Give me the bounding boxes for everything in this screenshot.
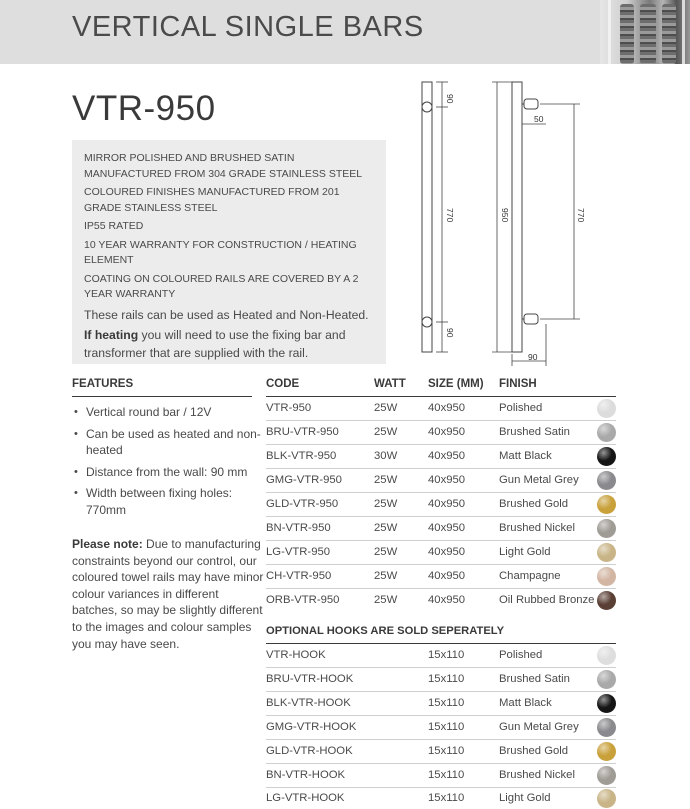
row-finish: Brushed Satin <box>499 426 570 438</box>
row-size: 15x110 <box>428 721 465 733</box>
table-row <box>266 421 616 445</box>
dimension-diagram <box>400 76 610 372</box>
bottom-bracket <box>524 314 538 324</box>
table-row <box>266 589 616 613</box>
finish-swatch <box>597 543 616 562</box>
features-list <box>72 404 262 523</box>
finish-swatch <box>597 495 616 514</box>
finish-swatch <box>597 718 616 737</box>
top-fixing-circle <box>422 102 432 112</box>
side-view-bar <box>512 82 522 352</box>
please-note-label: Please note: <box>72 537 143 551</box>
spec-ip-rating: IP55 RATED <box>84 220 144 232</box>
row-size: 40x950 <box>428 522 466 534</box>
spec-note-heating-em: If heating <box>84 328 139 342</box>
row-finish: Champagne <box>499 570 561 582</box>
table-row <box>266 493 616 517</box>
finish-swatch <box>597 447 616 466</box>
row-code: BLK-VTR-950 <box>266 450 337 462</box>
header-code: CODE <box>266 378 300 390</box>
finish-swatch <box>597 471 616 490</box>
row-code: BRU-VTR-950 <box>266 426 339 438</box>
row-code: GLD-VTR-HOOK <box>266 745 353 757</box>
dim-depth-label: 90 <box>528 352 538 362</box>
finish-swatch <box>597 789 616 808</box>
row-code: GLD-VTR-950 <box>266 498 339 510</box>
row-watt: 25W <box>374 546 398 558</box>
spec-coloured-material: COLOURED FINISHES MANUFACTURED FROM 201 GRADE STAINLESS STEEL <box>84 186 340 214</box>
row-size: 15x110 <box>428 697 465 709</box>
finish-swatch <box>597 519 616 538</box>
row-code: BN-VTR-950 <box>266 522 331 534</box>
towel-rail-photo <box>600 0 690 64</box>
row-size: 15x110 <box>428 673 465 685</box>
feature-item: • Width between fixing holes: 770mm <box>72 485 262 518</box>
row-code: VTR-950 <box>266 402 312 414</box>
table-row <box>266 692 616 716</box>
row-code: GMG-VTR-HOOK <box>266 721 357 733</box>
table-row <box>266 787 616 809</box>
row-finish: Polished <box>499 402 543 414</box>
row-size: 15x110 <box>428 649 465 661</box>
row-code: LG-VTR-HOOK <box>266 792 345 804</box>
row-size: 40x950 <box>428 570 466 582</box>
row-size: 40x950 <box>428 426 466 438</box>
spec-box <box>72 140 386 364</box>
row-size: 15x110 <box>428 745 465 757</box>
table-row <box>266 644 616 668</box>
dim-770-left-label: 770 <box>445 208 455 223</box>
row-size: 15x110 <box>428 769 465 781</box>
row-size: 15x110 <box>428 792 465 804</box>
row-finish: Matt Black <box>499 450 552 462</box>
dim-bottom-label: 90 <box>445 328 455 338</box>
finish-swatch <box>597 567 616 586</box>
finish-swatch <box>597 670 616 689</box>
row-finish: Brushed Nickel <box>499 769 575 781</box>
header-watt: WATT <box>374 378 406 390</box>
table-row <box>266 716 616 740</box>
finish-swatch <box>597 399 616 418</box>
row-size: 40x950 <box>428 594 466 606</box>
row-finish: Light Gold <box>499 792 551 804</box>
table-row <box>266 565 616 589</box>
row-watt: 25W <box>374 474 398 486</box>
header-size: SIZE (MM) <box>428 378 484 390</box>
features-heading: FEATURES <box>72 378 134 390</box>
row-size: 40x950 <box>428 450 466 462</box>
please-note <box>72 536 264 652</box>
row-size: 40x950 <box>428 546 466 558</box>
row-size: 40x950 <box>428 402 466 414</box>
table-row <box>266 740 616 764</box>
finish-swatch <box>597 742 616 761</box>
row-code: LG-VTR-950 <box>266 546 331 558</box>
feature-item: • Vertical round bar / 12V <box>72 404 262 421</box>
please-note-text: Due to manufacturing constraints beyond our control, our coloured towel rails may have minor colour variances in different batches, so may be slightly different to the images and colour samples you may have seen. <box>72 537 264 651</box>
row-finish: Polished <box>499 649 543 661</box>
table-row <box>266 764 616 788</box>
optional-hooks-heading: OPTIONAL HOOKS ARE SOLD SEPERATELY <box>266 625 505 637</box>
row-watt: 25W <box>374 402 398 414</box>
row-watt: 25W <box>374 522 398 534</box>
banner-title: VERTICAL SINGLE BARS <box>72 11 424 43</box>
spec-note-heating <box>84 327 374 362</box>
dim-50-label: 50 <box>534 114 544 124</box>
finish-swatch <box>597 646 616 665</box>
table-row <box>266 397 616 421</box>
row-watt: 25W <box>374 426 398 438</box>
table-row <box>266 469 616 493</box>
row-finish: Brushed Nickel <box>499 522 575 534</box>
row-finish: Matt Black <box>499 697 552 709</box>
header-finish: FINISH <box>499 378 537 390</box>
row-code: BRU-VTR-HOOK <box>266 673 354 685</box>
row-finish: Light Gold <box>499 546 551 558</box>
row-code: VTR-HOOK <box>266 649 326 661</box>
table-row <box>266 541 616 565</box>
row-code: ORB-VTR-950 <box>266 594 340 606</box>
row-code: BLK-VTR-HOOK <box>266 697 351 709</box>
finish-swatch <box>597 591 616 610</box>
dim-top-label: 90 <box>445 94 455 104</box>
finish-swatch <box>597 423 616 442</box>
front-view-bar <box>422 82 432 352</box>
row-finish: Brushed Gold <box>499 498 569 510</box>
bottom-fixing-circle <box>422 317 432 327</box>
row-code: CH-VTR-950 <box>266 570 332 582</box>
dim-770-right-label: 770 <box>576 208 586 223</box>
table-row <box>266 445 616 469</box>
row-size: 40x950 <box>428 498 466 510</box>
spec-material: MIRROR POLISHED AND BRUSHED SATIN MANUFACTURED FROM 304 GRADE STAINLESS STEEL <box>84 152 363 180</box>
finish-swatch <box>597 694 616 713</box>
spec-note-heating-rest: you will need to use the fixing bar and transformer that are supplied with the rail. <box>84 328 346 360</box>
spec-note-heated: These rails can be used as Heated and Non-Heated. <box>84 307 369 322</box>
row-size: 40x950 <box>428 474 466 486</box>
row-finish: Gun Metal Grey <box>499 474 579 486</box>
row-finish: Gun Metal Grey <box>499 721 579 733</box>
row-watt: 30W <box>374 450 398 462</box>
page-banner <box>0 0 690 64</box>
feature-item: • Can be used as heated and non-heated <box>72 426 262 459</box>
table-row <box>266 668 616 692</box>
row-code: BN-VTR-HOOK <box>266 769 346 781</box>
row-watt: 25W <box>374 498 398 510</box>
feature-item: • Distance from the wall: 90 mm <box>72 464 262 481</box>
spec-coating-warranty: COATING ON COLOURED RAILS ARE COVERED BY A 2 YEAR WARRANTY <box>84 272 359 300</box>
model-title: VTR-950 <box>72 89 216 128</box>
table-row <box>266 517 616 541</box>
row-finish: Oil Rubbed Bronze <box>499 594 595 606</box>
features-divider <box>72 396 252 397</box>
row-watt: 25W <box>374 594 398 606</box>
row-watt: 25W <box>374 570 398 582</box>
finish-swatch <box>597 766 616 785</box>
row-code: GMG-VTR-950 <box>266 474 342 486</box>
row-finish: Brushed Gold <box>499 745 569 757</box>
row-finish: Brushed Satin <box>499 673 570 685</box>
spec-warranty: 10 YEAR WARRANTY FOR CONSTRUCTION / HEATING ELEMENT <box>84 238 357 266</box>
dim-950-label: 950 <box>500 208 510 223</box>
top-bracket <box>524 99 538 109</box>
